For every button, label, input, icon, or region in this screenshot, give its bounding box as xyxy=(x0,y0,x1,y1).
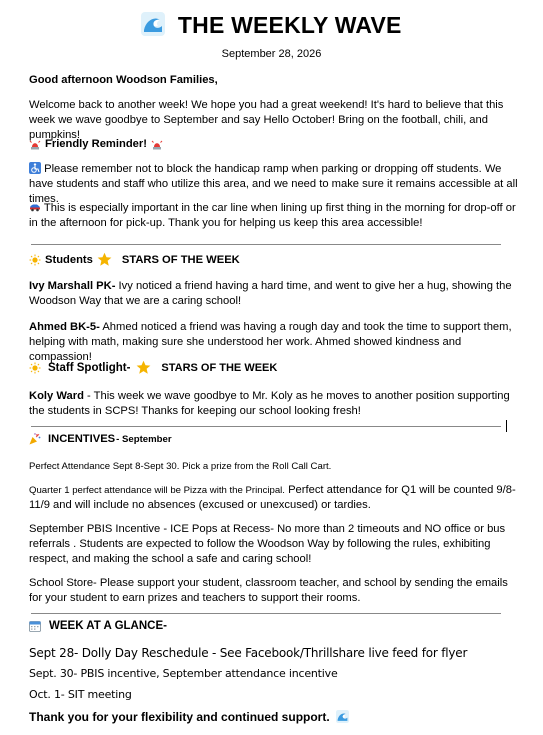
incentive-attendance: Perfect Attendance Sept 8-Sept 30. Pick a prize from the Roll Call Cart. xyxy=(29,461,332,472)
newsletter-date: September 28, 2026 xyxy=(221,48,322,60)
student-name: Ivy Marshall PK- xyxy=(29,280,116,292)
sun-icon xyxy=(29,254,41,266)
star-icon xyxy=(97,252,112,267)
incentive-school-store: School Store- Please support your student, classroom teacher, and school by sending the emails for your student to earn prizes and teachers to support their rooms. xyxy=(29,577,508,604)
student-entry-ivy xyxy=(29,279,519,309)
students-subtitle: STARS OF THE WEEK xyxy=(121,253,240,266)
student-text: Ahmed noticed a friend was having a rough day and took the time to support them, helping with math, making sure she understood her work. Ahmed showed kindness and compassion! xyxy=(29,321,512,363)
wave-icon xyxy=(336,710,349,723)
staff-name: Koly Ward xyxy=(29,390,84,402)
text-cursor xyxy=(506,420,507,432)
closing-line xyxy=(29,710,349,724)
newsletter-title: THE WEEKLY WAVE xyxy=(177,12,402,38)
incentives-heading xyxy=(29,433,172,445)
party-popper-icon xyxy=(29,433,41,445)
student-text: Ivy noticed a friend having a hard time, and went to give her a hug, showing the Woodson Way that we are a caring school! xyxy=(29,280,512,307)
rotating-light-icon xyxy=(151,138,163,150)
wave-icon xyxy=(141,12,165,36)
staff-heading xyxy=(29,360,277,375)
divider xyxy=(31,613,501,614)
reminder-carline-text: This is especially important in the car line when lining up first thing in the morning for drop-off or in the afternoon for pick-up. Thank you for helping us keep this area accessible! xyxy=(29,202,516,229)
week-item: Sept. 30- PBIS incentive, September attendance incentive xyxy=(29,667,338,680)
incentive-q1-text: Perfect attendance for Q1 will be counted 9/8-11/9 and will include no absences (excused or unexcused) or tardies. xyxy=(29,484,516,511)
students-heading xyxy=(29,252,240,267)
car-icon xyxy=(29,201,41,213)
week-title: WEEK AT A GLANCE- xyxy=(49,620,167,632)
student-entry-ahmed xyxy=(29,320,519,365)
student-name: Ahmed BK-5- xyxy=(29,321,100,333)
calendar-icon xyxy=(29,620,41,632)
divider xyxy=(31,244,501,245)
week-item: Oct. 1- SIT meeting xyxy=(29,688,132,701)
rotating-light-icon xyxy=(29,138,41,150)
incentives-title: INCENTIVES xyxy=(48,433,116,445)
title-row xyxy=(0,12,543,39)
staff-subtitle: STARS OF THE WEEK xyxy=(161,361,278,374)
closing-text: Thank you for your flexibility and continued support. xyxy=(29,710,330,724)
week-item: Sept 28- Dolly Day Reschedule - See Facebook/Thrillshare live feed for flyer xyxy=(29,646,468,660)
incentives-title-suffix: - September xyxy=(116,433,172,445)
reminder-paragraph-carline xyxy=(29,201,519,231)
reminder-title: Friendly Reminder! xyxy=(45,138,147,150)
students-title: Students xyxy=(45,253,93,266)
incentive-pbis: September PBIS Incentive - ICE Pops at Recess- No more than 2 timeouts and NO office or bus referrals . Students are expected to follow the Woodson Way by following the rules, exhibiting respect, and making the school a safe and caring school! xyxy=(29,523,506,565)
reminder-heading xyxy=(29,138,163,150)
wheelchair-icon xyxy=(29,162,41,174)
intro-paragraph: Welcome back to another week! We hope you had a great weekend! It's hard to believe that this week we wave goodbye to September and say Hello October! Bring on the football, chili, and pumpkins! xyxy=(29,99,504,141)
staff-entry-koly xyxy=(29,389,519,419)
sun-icon xyxy=(29,362,41,374)
staff-title: Staff Spotlight- xyxy=(48,361,131,374)
reminder-ramp-text: Please remember not to block the handicap ramp when parking or dropping off students. We have students and staff who utilize this area, and we need to make sure it remains accessible at all times. xyxy=(29,163,518,205)
incentive-q1 xyxy=(29,483,519,513)
week-heading xyxy=(29,620,167,632)
star-icon xyxy=(136,360,151,375)
staff-text: - This week we wave goodbye to Mr. Koly as he moves to another position supporting the students in SCPS! Thanks for keeping our school looking fresh! xyxy=(29,390,510,417)
divider xyxy=(31,426,501,427)
incentive-q1-lead: Quarter 1 perfect attendance will be Pizza with the Principal. xyxy=(29,485,285,496)
greeting: Good afternoon Woodson Families, xyxy=(29,74,218,86)
